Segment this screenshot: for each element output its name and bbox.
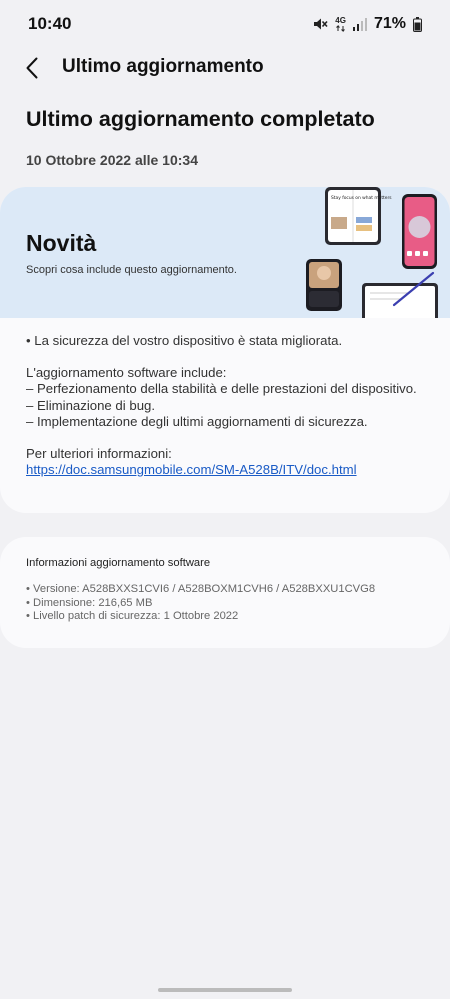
status-bar xyxy=(0,0,450,48)
back-button[interactable] xyxy=(16,52,48,84)
app-bar xyxy=(0,52,450,84)
data-arrows-icon xyxy=(336,25,346,32)
news-line: L'aggiornamento software include: xyxy=(26,365,227,381)
software-version: • Versione: A528BXXS1CVI6 / A528BOXM1CVH6 / A528BXXU1CVG8 xyxy=(26,583,376,595)
more-info-link[interactable]: https://doc.samsungmobile.com/SM-A528B/ITV/doc.html xyxy=(26,462,357,478)
news-card xyxy=(0,187,450,513)
news-banner xyxy=(0,187,450,318)
security-patch-level: • Livello patch di sicurezza: 1 Ottobre 2022 xyxy=(26,610,239,622)
software-size: • Dimensione: 216,65 MB xyxy=(26,596,153,609)
battery-icon xyxy=(413,17,422,32)
software-info-card xyxy=(0,537,450,648)
news-heading: Novità xyxy=(26,230,97,256)
devices-illustration xyxy=(290,187,450,318)
news-line: – Perfezionamento della stabilità e delle prestazioni del dispositivo. xyxy=(26,381,417,397)
page-title: Ultimo aggiornamento completato xyxy=(26,107,375,131)
network-type-icon xyxy=(335,17,346,32)
chevron-left-icon xyxy=(25,57,39,79)
software-info-list xyxy=(26,583,375,624)
news-line: – Implementazione degli ultimi aggiornamenti di sicurezza. xyxy=(26,413,368,429)
status-icons xyxy=(312,15,422,33)
mute-icon xyxy=(312,16,328,32)
home-indicator[interactable] xyxy=(158,988,292,992)
news-body xyxy=(26,333,430,478)
software-info-title: Informazioni aggiornamento software xyxy=(26,557,211,569)
update-date: 10 Ottobre 2022 alle 10:34 xyxy=(26,152,198,168)
network-type-label: 4G xyxy=(335,15,346,25)
news-line: – Eliminazione di bug. xyxy=(26,397,156,413)
illustration-text: Stay focus on what matters xyxy=(331,196,392,201)
status-time: 10:40 xyxy=(28,14,72,33)
news-line: • La sicurezza del vostro dispositivo è stata migliorata. xyxy=(26,333,343,348)
news-subheading: Scopri cosa include questo aggiornamento. xyxy=(26,264,237,276)
signal-icon xyxy=(353,17,367,31)
app-bar-title: Ultimo aggiornamento xyxy=(62,56,264,77)
news-line: Per ulteriori informazioni: xyxy=(26,446,172,462)
battery-percent: 71% xyxy=(373,15,406,32)
